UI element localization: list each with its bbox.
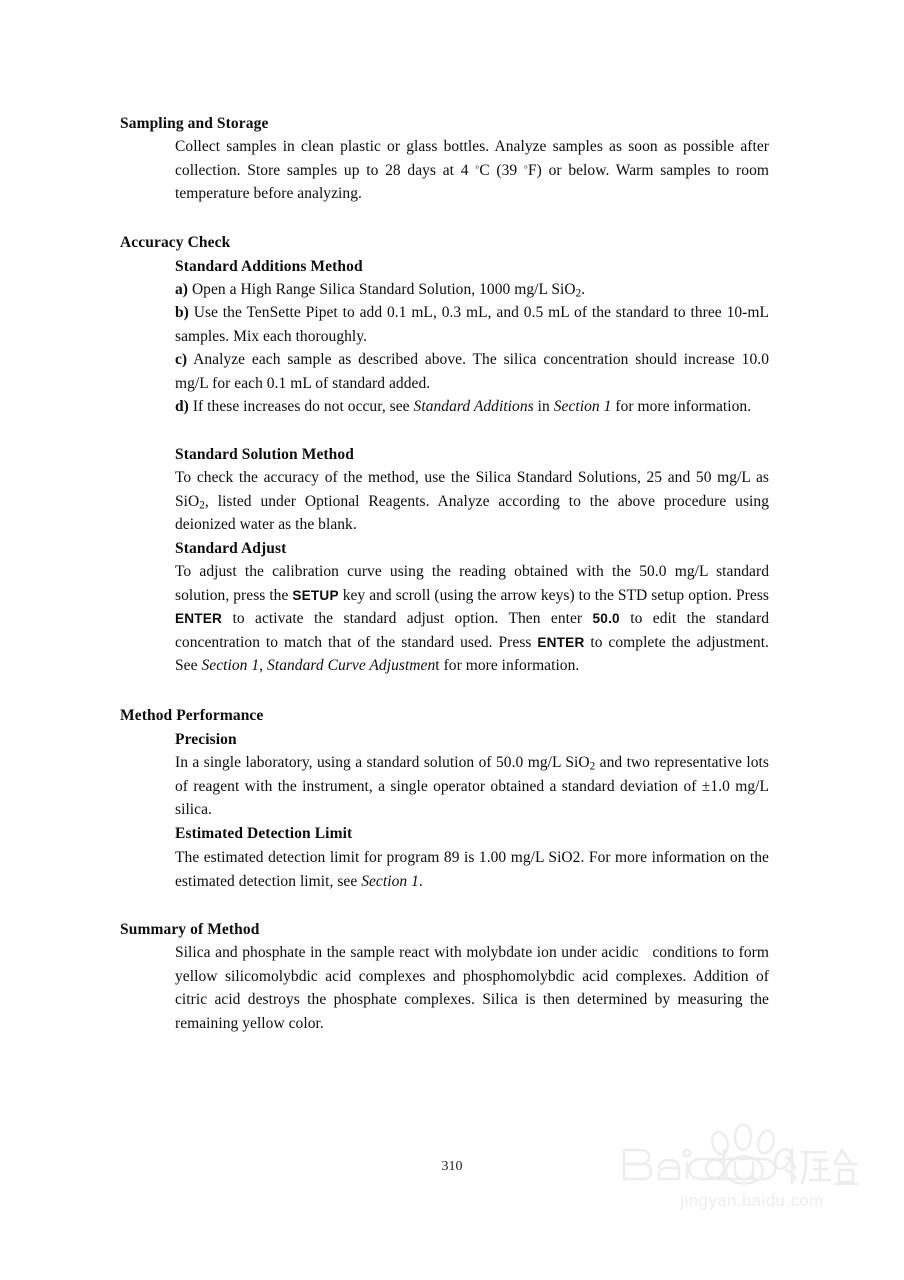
text-fragment: , [259,657,268,674]
text-fragment: to activate the standard adjust option. Then enter [222,610,593,627]
subscript-two: 2 [589,760,596,773]
paragraph-standard-adjust [175,560,769,678]
paragraph-summary-of-method: Silica and phosphate in the sample react with molybdate ion under acidic conditions to form yellow silicomolybdic acid complexes and phosphomolybdic acid complexes. Addition of citric acid destroys the phosphate complexes. Silica is then determined by measuring the remaining yellow color. [175,944,773,1032]
step-label-d: d) [175,398,189,415]
baidu-logo-icon [606,1122,886,1194]
text-fragment: The estimated detection limit for program 89 is 1.00 mg/L SiO2. For more information on the estimated detection limit, see [175,849,769,890]
heading-standard-adjust: Standard Adjust [175,540,287,557]
text-fragment: to edit the standard concentration to match that of the standard used. Press [175,610,769,651]
italic-section-reference: Section 1 [553,398,612,415]
text-fragment: Collect samples in clean plastic or glass bottles. Analyze samples as soon as possible after collection. Store samples up to 28 days at 4 [175,138,769,179]
text-fragment: t for more information. [435,657,580,674]
page-number: 310 [441,1159,463,1174]
text-fragment: and two representative lots of reagent with the instrument, a single operator obtained a standard deviation of ±1.0 mg/L silica. [175,754,769,818]
key-label-setup: SETUP [292,587,339,603]
text-fragment: Open a High Range Silica Standard Solution, 1000 mg/L SiO [188,281,576,298]
text-fragment: C (39 [479,161,524,179]
italic-standard-additions: Standard Additions [413,398,534,415]
text-fragment: key and scroll (using the arrow keys) to the STD setup option. Press [338,586,769,604]
text-fragment: to complete the adjustment. See [175,633,769,674]
paragraph-standard-solution-method [175,466,769,537]
text-fragment: To adjust the calibration curve using the reading obtained with the 50.0 mg/L standard solution, press the [175,563,769,604]
subscript-two: 2 [199,498,205,511]
heading-standard-additions-method: Standard Additions Method [175,258,363,275]
paragraph-precision [175,751,769,822]
text-fragment: . [581,281,586,298]
heading-method-performance: Method Performance [120,707,264,724]
text-fragment: Use the TenSette Pipet to add 0.1 mL, 0.3 mL, and 0.5 mL of the standard to three 10-mL samples. Mix each thoroughly. [175,304,769,345]
heading-standard-solution-method: Standard Solution Method [175,446,354,463]
text-fragment: To check the accuracy of the method, use the Silica Standard Solutions, 25 and 50 mg/L as SiO [175,469,769,510]
heading-accuracy-check: Accuracy Check [120,234,231,251]
heading-sampling-and-storage: Sampling and Storage [120,115,269,132]
text-fragment: Analyze each sample as described above. The silica concentration should increase 10.0 mg/L for each 0.1 mL of standard added. [175,351,769,392]
text-fragment: If these increases do not occur, see [188,398,414,415]
italic-section-reference: Section 1 [361,872,419,890]
paragraph-estimated-detection-limit [175,846,769,893]
step-label-a: a) [175,281,189,298]
text-fragment: , listed under Optional Reagents. Analyze according to the above procedure using deionized water as the blank. [175,492,769,533]
key-label-enter: ENTER [175,611,223,626]
degree-symbol-fahrenheit: ° [523,163,528,175]
watermark-url: jingyan.baidu.com [680,1192,824,1210]
paragraph-step-b [175,301,769,348]
subscript-two: 2 [575,287,582,300]
step-label-c: c) [175,351,188,368]
text-fragment: F) or below. Warm samples to room temperature before analyzing. [175,161,769,202]
paragraph-step-a [175,278,769,302]
key-label-enter: ENTER [537,634,585,650]
text-fragment: In a single laboratory, using a standard solution of 50.0 mg/L SiO [175,754,590,771]
heading-estimated-detection-limit: Estimated Detection Limit [175,825,353,842]
heading-precision: Precision [175,731,237,748]
text-fragment: in [533,398,554,415]
paragraph-step-c [175,348,769,395]
degree-symbol-celsius: ° [475,163,480,175]
heading-summary-of-method: Summary of Method [120,921,260,938]
paragraph-step-d [175,395,769,419]
text-fragment: . [418,872,423,890]
step-label-b: b) [175,304,189,321]
italic-section-reference: Section 1 [201,657,260,674]
italic-standard-curve-adjustment: Standard Curve Adjustmen [267,657,436,674]
key-label-value: 50.0 [592,611,620,626]
text-fragment: for more information. [611,398,752,415]
paragraph-sampling-and-storage [175,135,769,206]
